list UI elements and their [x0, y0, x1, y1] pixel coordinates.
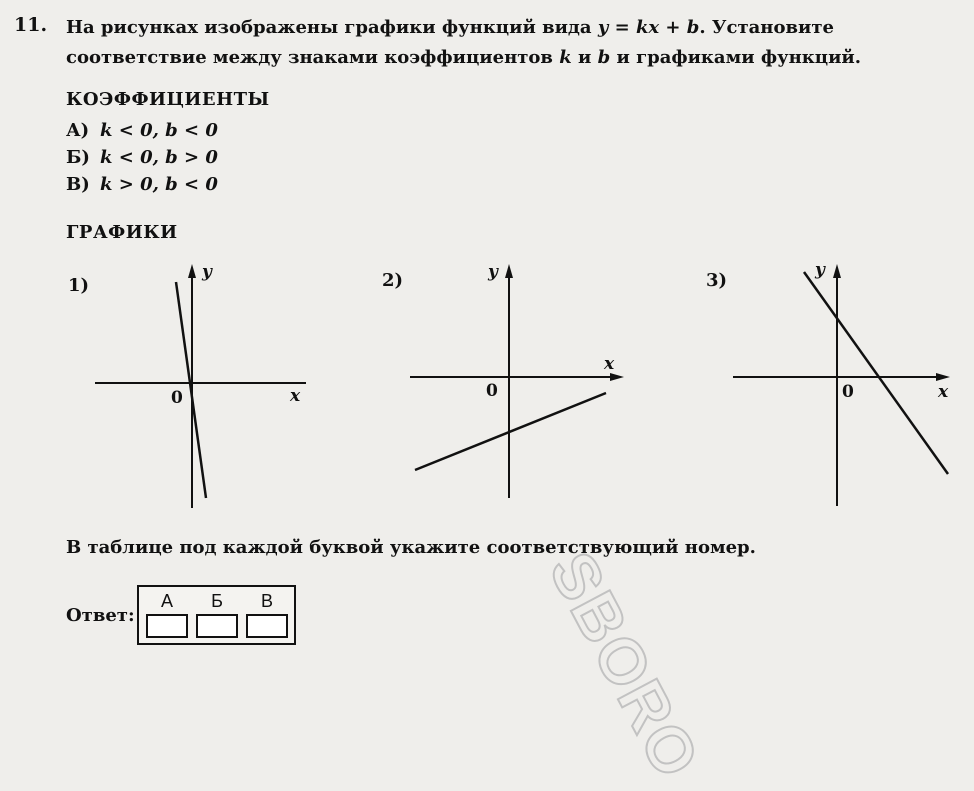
- graph-2-x-label: x: [604, 354, 615, 374]
- answer-cell-a[interactable]: [146, 614, 188, 638]
- graph-3-x-arrow: [936, 373, 950, 381]
- instruction-text: В таблице под каждой буквой укажите соответствующий номер.: [66, 537, 756, 558]
- graph-3-y-arrow: [833, 264, 841, 278]
- graph-2-origin: 0: [486, 381, 498, 401]
- graph-3-origin: 0: [842, 382, 854, 402]
- graph-3-y-label: y: [815, 260, 825, 280]
- graph-3-x-label: x: [938, 382, 949, 402]
- answer-column-v: В: [260, 591, 273, 611]
- graph-1-origin: 0: [171, 388, 183, 408]
- graphs-heading: ГРАФИКИ: [66, 222, 178, 243]
- coefficients-heading: КОЭФФИЦИЕНТЫ: [66, 89, 270, 110]
- answer-column-b: Б: [211, 591, 223, 611]
- watermark: SBORO: [535, 540, 714, 791]
- graph-1-y-label: y: [202, 262, 212, 282]
- graph-3-line: [804, 272, 948, 474]
- graph-1-x-label: x: [290, 386, 301, 406]
- option-a: А) k < 0, b < 0: [66, 120, 218, 141]
- graph-1-number: 1): [68, 275, 90, 296]
- answer-table: [137, 585, 296, 645]
- answer-label: Ответ:: [66, 605, 135, 626]
- answer-cell-b[interactable]: [196, 614, 238, 638]
- graph-3-number: 3): [706, 270, 728, 291]
- option-b: Б) k < 0, b > 0: [66, 147, 218, 168]
- answer-column-a: А: [160, 591, 173, 611]
- question-text: На рисунках изображены графики функций вида y = kx + b. Установите соответствие между знаками коэффициентов k и b и графиками функций.: [66, 17, 862, 68]
- answer-cell-v[interactable]: [246, 614, 288, 638]
- option-v: В) k > 0, b < 0: [66, 174, 218, 195]
- graph-2-number: 2): [382, 270, 404, 291]
- graph-2-y-label: y: [488, 262, 498, 282]
- question-number: 11.: [14, 14, 48, 36]
- formula: y = kx + b: [597, 17, 700, 38]
